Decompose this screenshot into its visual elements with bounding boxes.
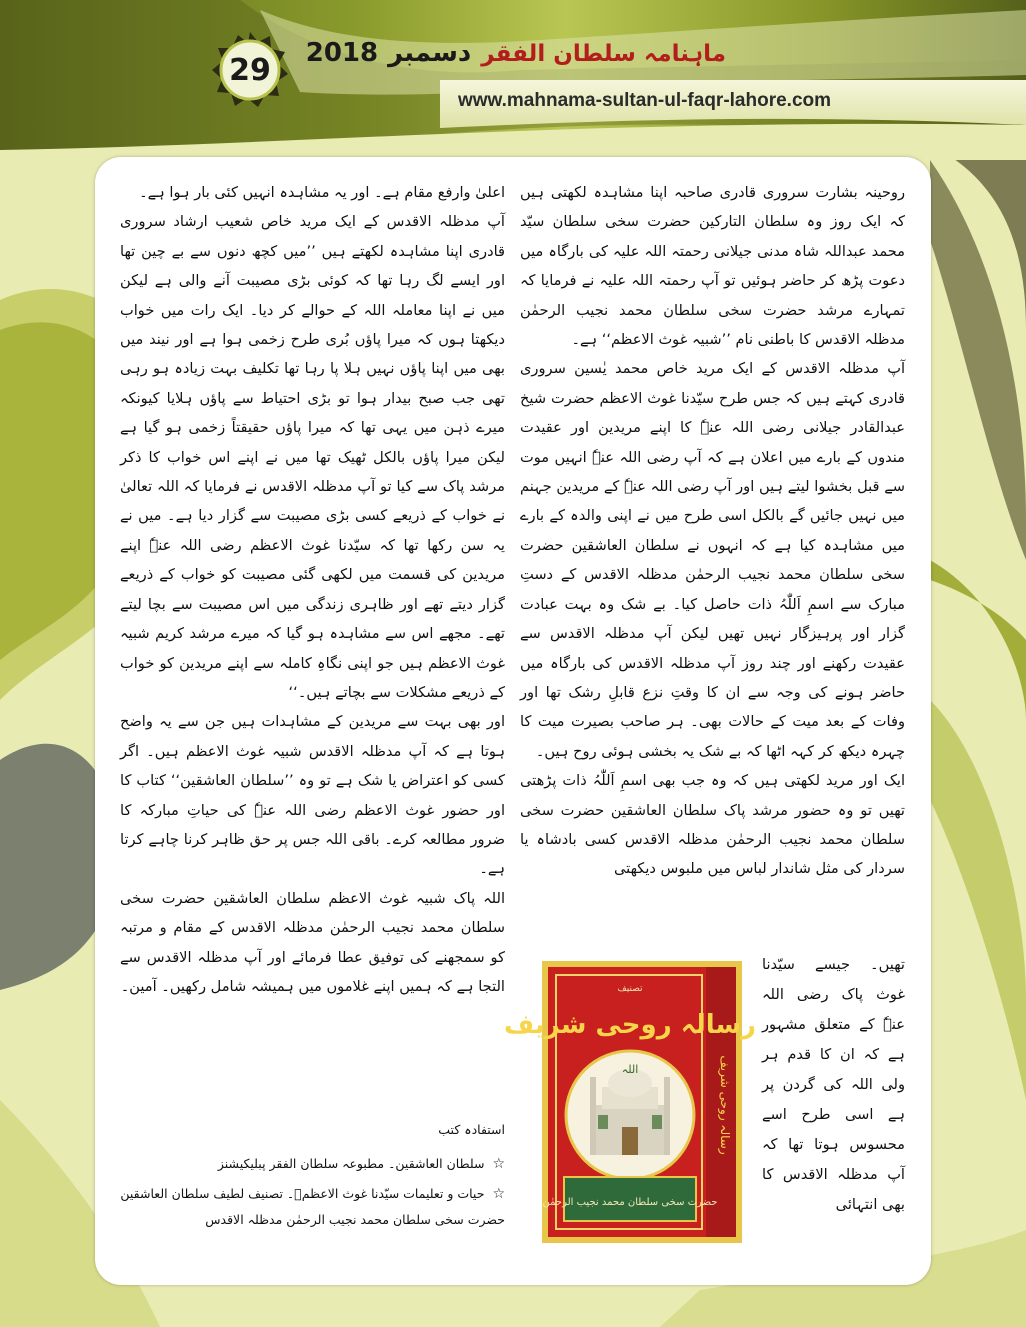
cover-center-word: اللہ [621, 1063, 639, 1076]
book-cover-image [503, 955, 757, 1249]
paragraph: آپ مدظلہ الاقدس کے ایک مرید خاص محمد یٰسین سروری قادری کہتے ہیں کہ جس طرح سیّدنا غوث الاعظم حضرت شیخ عبدالقادر جیلانی رضی اللہ عنہٗ کا اپنے مریدین اور عقیدت مندوں کے بارے میں اعلان ہے کہ آپ رضی اللہ عنہٗ انہیں موت سے قبل بخشوا لیتے ہیں اور آپ رضی اللہ عنہٗ کے مریدین جہنم میں نہیں جائیں گے بالکل اسی طرح میں نے اپنی والدہ کے بارے میں مشاہدہ کیا ہے کہ انہوں نے سلطان العاشقین حضرت سخی سلطان محمد نجیب الرحمٰن مدظلہ الاقدس کے دستِ مبارک سے اسمِ اَللّٰہُ ذات حاصل کیا۔ بے شک وہ بہت عبادت گزار اور پرہیزگار نہیں تھیں لیکن آپ مدظلہ الاقدس سے عقیدت رکھنے اور چند روز آپ مدظلہ الاقدس کی بارگاہ میں حاضر ہونے کی وجہ سے ان کا وقتِ نزع قابلِ رشک تھا اور وفات کے بعد میت کے حالات بھی۔ ہر صاحب بصیرت میت کا چہرہ دیکھ کر کہہ اٹھا کہ بے شک یہ بخشی ہوئی روح ہیں۔ [520, 360, 905, 760]
header-banner [0, 0, 1026, 160]
paragraph: روحینہ بشارت سروری قادری صاحبہ اپنا مشاہدہ لکھتی ہیں کہ ایک روز وہ سلطان التارکین حضرت سخی سلطان سیّد محمد عبداللہ شاہ مدنی جیلانی رحمتہ اللہ علیہ کی بارگاہ میں دعوت پڑھ کر حاضر ہوئیں تو آپ رحمتہ اللہ علیہ نے فرمایا کہ تمہارے مرشد حضرت سخی سلطان محمد نجیب الرحمٰن مدظلہ الاقدس کا باطنی نام ’’شبیہ غوث الاعظم‘‘ ہے۔ [520, 184, 905, 349]
reference-text: حیات و تعلیمات سیّدنا غوث الاعظمؓ۔ تصنیف لطیف سلطان العاشقین حضرت سخی سلطان محمد نجیب الرحمٰن مدظلہ الاقدس [120, 1186, 505, 1227]
references-section [120, 1122, 505, 1237]
cover-spine-text: رسالہ روحی شریف [718, 1055, 732, 1155]
paragraph: اللہ پاک شبیہ غوث الاعظم سلطان العاشقین حضرت سخی سلطان محمد نجیب الرحمٰن مدظلہ الاقدس کے مقام و مرتبہ کو سمجھنے کی توفیق عطا فرمائے اور آپ مدظلہ الاقدس سے التجا ہے کہ ہمیں اپنے غلاموں میں ہمیشہ شامل رکھیں۔ آمین۔ [120, 889, 505, 995]
references-title: استفادہ کتب [438, 1122, 505, 1137]
paragraph: اور بھی بہت سے مریدین کے مشاہدات ہیں جن سے یہ واضح ہوتا ہے کہ آپ مدظلہ الاقدس شبیہ غوث الاعظم ہیں۔ اگر کسی کو اعتراض یا شک ہے تو وہ ’’سلطان العاشقین‘‘ کتاب کا اور حضور غوث الاعظم رضی اللہ عنہٗ کی حیاتِ مبارکہ کا ضرور مطالعہ کرے۔ باقی اللہ جس پر حق ظاہر کرنا چاہے کرتا ہے۔ [120, 713, 505, 878]
article-continuation: تھیں۔ جیسے سیّدنا غوث پاک رضی اللہ عنہٗ کے متعلق مشہور ہے کہ ان کا قدم ہر ولی اللہ کی گردن پر ہے اسی طرح اسے محسوس ہوتا تھا کہ آپ مدظلہ الاقدس کا بھی انتہائی [762, 956, 905, 1213]
issue-month: دسمبر [388, 38, 472, 68]
reference-item [120, 1181, 505, 1233]
page-number: 29 [229, 52, 271, 88]
magazine-name: ماہنامہ سلطان الفقر [481, 41, 726, 67]
cover-caption: حضرت سخی سلطان محمد نجیب الرحمٰن [542, 1197, 718, 1208]
paragraph: ایک اور مرید لکھتی ہیں کہ وہ جب بھی اسمِ اَللّٰہُ ذات پڑھتی تھیں تو وہ حضور مرشد پاک سلطان العاشقین حضرت سخی سلطان محمد نجیب الرحمٰن مدظلہ الاقدس کسی بادشاہ یا سردار کی مثل شاندار لباس میں ملبوس دیکھتی [520, 772, 905, 878]
website-url[interactable]: www.mahnama-sultan-ul-faqr-lahore.com [458, 90, 832, 111]
issue-heading [306, 38, 726, 68]
cover-title: رسالہ روحی شریف [503, 1010, 757, 1040]
cover-top-text: تصنیف [617, 984, 643, 994]
star-icon: ☆ [492, 1156, 505, 1172]
article-left-column [120, 178, 505, 1001]
paragraph: آپ مدظلہ الاقدس کے ایک مرید خاص شعیب ارشاد سروری قادری اپنا مشاہدہ لکھتے ہیں ’’میں کچھ دنوں سے بے چین تھا اور ایسے لگ رہا تھا کہ کوئی بڑی مصیبت آنے والی ہے لیکن میں نے اپنا معاملہ اللہ کے حوالے کر دیا۔ ایک رات میں خواب دیکھتا ہوں کہ میرا پاؤں بُری طرح زخمی ہوا ہے اور نیند میں بھی میں اپنا پاؤں نہیں ہلا پا رہا تھا تکلیف بہت زیادہ ہو رہی تھی جب صبح بیدار ہوا تو بڑی احتیاط سے پاؤں ہلایا کیونکہ میرے ذہن میں یہی تھا کہ میرا پاؤں حقیقتاً زخمی ہو گیا ہے لیکن میرا پاؤں بالکل ٹھیک تھا میں نے اپنے اس خواب کا ذکر مرشد پاک سے کیا تو آپ مدظلہ الاقدس نے فرمایا کہ اللہ تعالیٰ نے خواب کے ذریعے کسی بڑی مصیبت سے گزار دیا ہے۔ میں نے یہ سن رکھا تھا کہ سیّدنا غوث الاعظم رضی اللہ عنہٗ اپنے مریدین کی قسمت میں لکھی گئی مصیبت کو خواب کے ذریعے گزار دیتے تھے اور ظاہری زندگی میں اس مصیبت سے بچا لیتے تھے۔ مجھے اس سے مشاہدہ ہو گیا کہ میرے مرشد کریم شبیہ غوث الاعظم ہیں جو اپنی نگاہِ کاملہ سے اپنے مریدین کو خواب کے ذریعے مشکلات سے بچاتے ہیں۔‘‘ [120, 213, 505, 701]
reference-item [120, 1151, 505, 1177]
reference-text: سلطان العاشقین۔ مطبوعہ سلطان الفقر پبلیکیشنز [217, 1156, 485, 1171]
article-right-column [520, 178, 905, 884]
paragraph: اعلیٰ وارفع مقام ہے۔ اور یہ مشاہدہ انہیں کئی بار ہوا ہے۔ [139, 184, 505, 201]
star-icon: ☆ [492, 1186, 505, 1202]
issue-year: 2018 [305, 38, 379, 68]
